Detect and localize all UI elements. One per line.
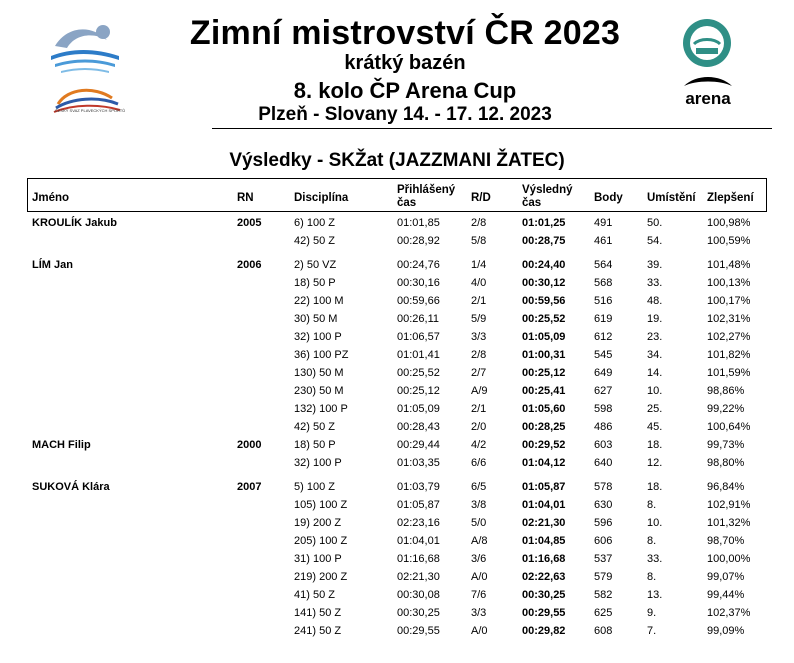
points: 461: [594, 235, 613, 247]
heat-lane: 5/8: [471, 235, 487, 247]
heat-lane: 3/3: [471, 331, 487, 343]
result-time: 01:05,60: [522, 403, 566, 415]
improvement: 98,70%: [707, 535, 745, 547]
placement: 23.: [647, 331, 663, 343]
result-time: 00:24,40: [522, 259, 566, 271]
heat-lane: 2/8: [471, 217, 487, 229]
result-time: 00:30,12: [522, 277, 566, 289]
results-title: Výsledky - SKŽat (JAZZMANI ŽATEC): [229, 150, 565, 171]
heat-lane: 2/8: [471, 349, 487, 361]
placement: 14.: [647, 367, 663, 379]
table-row: [0, 571, 794, 587]
entry-time: 01:03,35: [397, 457, 440, 469]
improvement: 101,32%: [707, 517, 751, 529]
heat-lane: 7/6: [471, 589, 487, 601]
entry-time: 02:21,30: [397, 571, 440, 583]
discipline: 41) 50 Z: [294, 589, 335, 601]
points: 516: [594, 295, 613, 307]
col-points: Body: [594, 192, 623, 204]
cup-round: 8. kolo ČP Arena Cup: [293, 78, 517, 103]
improvement: 99,09%: [707, 625, 745, 637]
points: 582: [594, 589, 613, 601]
table-row: [0, 535, 794, 551]
placement: 8.: [647, 535, 657, 547]
document-header: [0, 0, 794, 130]
heat-lane: 3/8: [471, 499, 487, 511]
heat-lane: 2/7: [471, 367, 487, 379]
table-row: [0, 457, 794, 473]
entry-time: 01:01,41: [397, 349, 440, 361]
placement: 10.: [647, 517, 663, 529]
discipline: 219) 200 Z: [294, 571, 348, 583]
entry-time: 01:05,87: [397, 499, 440, 511]
points: 486: [594, 421, 613, 433]
discipline: 6) 100 Z: [294, 217, 335, 229]
improvement: 102,37%: [707, 607, 751, 619]
entry-time: 01:01,85: [397, 217, 440, 229]
points: 606: [594, 535, 613, 547]
federation-logo: [48, 82, 128, 122]
discipline: 141) 50 Z: [294, 607, 342, 619]
result-time: 01:04,85: [522, 535, 566, 547]
federation-caption: ČESKÝ SVAZ PLAVECKÝCH SPORTŮ: [54, 108, 126, 113]
entry-time: 00:28,92: [397, 235, 440, 247]
points: 608: [594, 625, 613, 637]
discipline: 42) 50 Z: [294, 235, 335, 247]
col-discipline: Disciplína: [294, 192, 349, 204]
table-row: [0, 277, 794, 293]
col-result-time: Výsledný čas: [522, 184, 573, 209]
heat-lane: 6/5: [471, 481, 487, 493]
birth-year: 2000: [237, 439, 262, 451]
header-divider: [212, 128, 772, 129]
entry-time: 02:23,16: [397, 517, 440, 529]
result-time: 01:05,87: [522, 481, 566, 493]
entry-time: 00:25,52: [397, 367, 440, 379]
entry-time: 00:59,66: [397, 295, 440, 307]
result-time: 02:22,63: [522, 571, 566, 583]
placement: 34.: [647, 349, 663, 361]
table-row: [0, 625, 794, 641]
result-time: 01:00,31: [522, 349, 566, 361]
table-row: [0, 517, 794, 533]
table-row: [0, 553, 794, 569]
table-row: [0, 607, 794, 623]
entry-time: 00:30,25: [397, 607, 440, 619]
points: 627: [594, 385, 613, 397]
discipline: 18) 50 P: [294, 439, 336, 451]
heat-lane: 5/0: [471, 517, 487, 529]
table-row: [0, 295, 794, 311]
svg-text:arena: arena: [685, 89, 731, 108]
placement: 54.: [647, 235, 663, 247]
result-time: 00:28,25: [522, 421, 566, 433]
club-seal-logo: [682, 18, 732, 68]
birth-year: 2006: [237, 259, 262, 271]
entry-time: 00:24,76: [397, 259, 440, 271]
points: 537: [594, 553, 613, 565]
points: 579: [594, 571, 613, 583]
table-row: [0, 235, 794, 251]
result-time: 01:04,12: [522, 457, 566, 469]
result-time: 00:29,55: [522, 607, 566, 619]
improvement: 102,31%: [707, 313, 751, 325]
placement: 9.: [647, 607, 657, 619]
improvement: 99,44%: [707, 589, 745, 601]
result-time: 00:25,41: [522, 385, 566, 397]
points: 598: [594, 403, 613, 415]
result-time: 01:01,25: [522, 217, 566, 229]
table-row: [0, 331, 794, 347]
placement: 10.: [647, 385, 663, 397]
placement: 33.: [647, 277, 663, 289]
placement: 13.: [647, 589, 663, 601]
discipline: 32) 100 P: [294, 331, 342, 343]
improvement: 101,59%: [707, 367, 751, 379]
heat-lane: A/0: [471, 625, 488, 637]
heat-lane: 2/1: [471, 295, 487, 307]
discipline: 105) 100 Z: [294, 499, 348, 511]
improvement: 101,82%: [707, 349, 751, 361]
placement: 7.: [647, 625, 657, 637]
col-entry-time: Přihlášený čas: [397, 184, 456, 209]
placement: 8.: [647, 571, 657, 583]
points: 603: [594, 439, 613, 451]
heat-lane: A/8: [471, 535, 488, 547]
placement: 12.: [647, 457, 663, 469]
col-improvement: Zlepšení: [707, 192, 754, 204]
improvement: 99,22%: [707, 403, 745, 415]
placement: 39.: [647, 259, 663, 271]
heat-lane: 4/2: [471, 439, 487, 451]
heat-lane: 1/4: [471, 259, 487, 271]
result-time: 00:30,25: [522, 589, 566, 601]
discipline: 5) 100 Z: [294, 481, 335, 493]
swimmer-name: LÍM Jan: [32, 259, 73, 271]
improvement: 96,84%: [707, 481, 745, 493]
entry-time: 00:29,55: [397, 625, 440, 637]
points: 612: [594, 331, 613, 343]
table-row: [0, 421, 794, 437]
table-row: [0, 367, 794, 383]
discipline: 18) 50 P: [294, 277, 336, 289]
entry-time: 01:06,57: [397, 331, 440, 343]
placement: 25.: [647, 403, 663, 415]
table-row: [0, 385, 794, 401]
swimmer-name: SUKOVÁ Klára: [32, 481, 110, 493]
event-place-date: Plzeň - Slovany 14. - 17. 12. 2023: [258, 104, 552, 125]
result-time: 00:28,75: [522, 235, 566, 247]
swimmer-logo: [45, 18, 125, 78]
improvement: 98,80%: [707, 457, 745, 469]
placement: 48.: [647, 295, 663, 307]
points: 640: [594, 457, 613, 469]
improvement: 98,86%: [707, 385, 745, 397]
placement: 19.: [647, 313, 663, 325]
swimmer-name: KROULÍK Jakub: [32, 217, 117, 229]
improvement: 102,27%: [707, 331, 751, 343]
pool-type: krátký bazén: [344, 52, 466, 74]
result-time: 00:25,12: [522, 367, 566, 379]
heat-lane: 5/9: [471, 313, 487, 325]
improvement: 100,00%: [707, 553, 751, 565]
placement: 45.: [647, 421, 663, 433]
discipline: 132) 100 P: [294, 403, 348, 415]
points: 649: [594, 367, 613, 379]
event-title: Zimní mistrovství ČR 2023: [189, 14, 621, 52]
result-time: 00:25,52: [522, 313, 566, 325]
discipline: 2) 50 VZ: [294, 259, 337, 271]
points: 491: [594, 217, 613, 229]
discipline: 230) 50 M: [294, 385, 344, 397]
heat-lane: A/0: [471, 571, 488, 583]
points: 545: [594, 349, 613, 361]
entry-time: 00:25,12: [397, 385, 440, 397]
result-time: 00:29,82: [522, 625, 566, 637]
points: 619: [594, 313, 613, 325]
table-row: [0, 313, 794, 329]
heat-lane: 2/0: [471, 421, 487, 433]
entry-time: 00:30,16: [397, 277, 440, 289]
col-rd: R/D: [471, 192, 491, 204]
improvement: 100,59%: [707, 235, 751, 247]
col-place: Umístění: [647, 192, 696, 204]
heat-lane: 6/6: [471, 457, 487, 469]
improvement: 100,17%: [707, 295, 751, 307]
improvement: 100,13%: [707, 277, 751, 289]
discipline: 205) 100 Z: [294, 535, 348, 547]
discipline: 241) 50 Z: [294, 625, 342, 637]
table-row: [0, 217, 794, 233]
improvement: 100,98%: [707, 217, 751, 229]
placement: 18.: [647, 481, 663, 493]
table-row: [0, 499, 794, 515]
entry-time: 01:05,09: [397, 403, 440, 415]
entry-time: 01:03,79: [397, 481, 440, 493]
points: 564: [594, 259, 613, 271]
entry-time: 01:16,68: [397, 553, 440, 565]
placement: 50.: [647, 217, 663, 229]
result-time: 01:05,09: [522, 331, 566, 343]
entry-time: 00:26,11: [397, 313, 440, 325]
discipline: 32) 100 P: [294, 457, 342, 469]
heat-lane: 3/3: [471, 607, 487, 619]
table-row: [0, 589, 794, 605]
improvement: 100,64%: [707, 421, 751, 433]
result-time: 00:29,52: [522, 439, 566, 451]
entry-time: 00:28,43: [397, 421, 440, 433]
entry-time: 01:04,01: [397, 535, 440, 547]
heat-lane: A/9: [471, 385, 488, 397]
heat-lane: 4/0: [471, 277, 487, 289]
discipline: 22) 100 M: [294, 295, 344, 307]
col-rn: RN: [237, 192, 254, 204]
points: 625: [594, 607, 613, 619]
col-name: Jméno: [32, 192, 70, 204]
improvement: 99,73%: [707, 439, 745, 451]
table-row: [0, 403, 794, 419]
table-row: [0, 481, 794, 497]
heat-lane: 2/1: [471, 403, 487, 415]
table-header: [27, 178, 767, 212]
entry-time: 00:29,44: [397, 439, 440, 451]
discipline: 36) 100 PZ: [294, 349, 349, 361]
discipline: 30) 50 M: [294, 313, 338, 325]
result-time: 02:21,30: [522, 517, 566, 529]
discipline: 42) 50 Z: [294, 421, 335, 433]
heat-lane: 3/6: [471, 553, 487, 565]
result-time: 00:59,56: [522, 295, 566, 307]
improvement: 102,91%: [707, 499, 751, 511]
placement: 8.: [647, 499, 657, 511]
discipline: 130) 50 M: [294, 367, 344, 379]
discipline: 31) 100 P: [294, 553, 342, 565]
table-row: [0, 439, 794, 455]
points: 630: [594, 499, 613, 511]
result-time: 01:16,68: [522, 553, 566, 565]
points: 568: [594, 277, 613, 289]
arena-logo: [678, 74, 738, 114]
discipline: 19) 200 Z: [294, 517, 342, 529]
placement: 33.: [647, 553, 663, 565]
table-row: [0, 259, 794, 275]
table-row: [0, 349, 794, 365]
improvement: 101,48%: [707, 259, 751, 271]
points: 596: [594, 517, 613, 529]
improvement: 99,07%: [707, 571, 745, 583]
swimmer-name: MACH Filip: [32, 439, 91, 451]
birth-year: 2005: [237, 217, 262, 229]
placement: 18.: [647, 439, 663, 451]
entry-time: 00:30,08: [397, 589, 440, 601]
points: 578: [594, 481, 613, 493]
birth-year: 2007: [237, 481, 262, 493]
result-time: 01:04,01: [522, 499, 566, 511]
